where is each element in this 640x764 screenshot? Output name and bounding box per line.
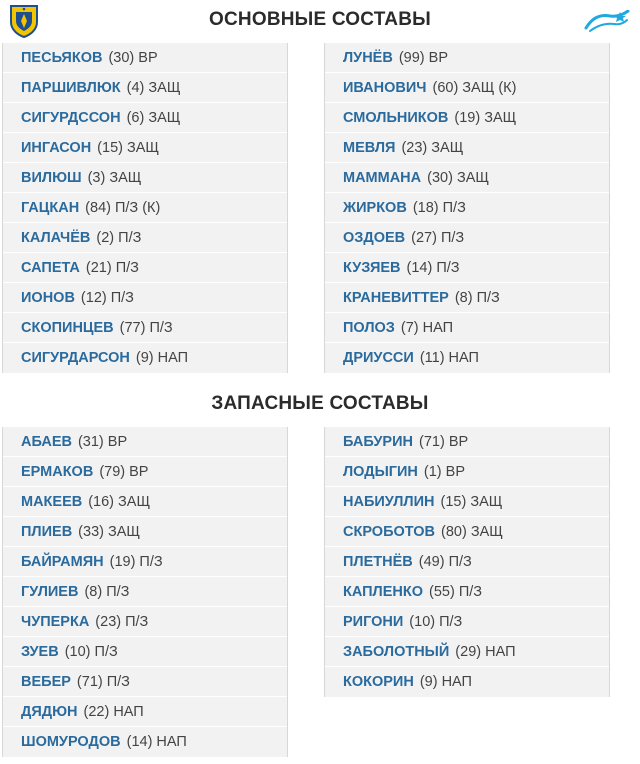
- player-info: (71) ВР: [419, 433, 469, 450]
- player-name[interactable]: ПАРШИВЛЮК: [21, 79, 121, 96]
- player-row: [325, 577, 609, 607]
- player-row: [325, 223, 609, 253]
- player-row: [3, 697, 287, 727]
- player-info: (16) ЗАЩ: [88, 493, 151, 510]
- player-row: [3, 427, 287, 457]
- player-info: (7) НАП: [400, 319, 454, 336]
- player-info: (1) ВР: [423, 463, 465, 480]
- player-row: [325, 607, 609, 637]
- player-info: (27) П/З: [411, 229, 465, 246]
- player-name[interactable]: НАБИУЛЛИН: [343, 493, 435, 510]
- player-info: (23) П/З: [95, 613, 149, 630]
- substitutes-header: [0, 384, 640, 424]
- player-name[interactable]: ГАЦКАН: [21, 199, 80, 216]
- player-name[interactable]: БАБУРИН: [343, 433, 413, 450]
- player-row: [3, 253, 287, 283]
- player-name[interactable]: ДРИУССИ: [343, 350, 414, 366]
- player-name[interactable]: ЛУНЁВ: [343, 49, 393, 66]
- player-info: (60) ЗАЩ (К): [432, 79, 517, 96]
- player-name[interactable]: ШОМУРОДОВ: [21, 734, 121, 750]
- player-name[interactable]: РИГОНИ: [343, 613, 404, 630]
- player-row: [3, 163, 287, 193]
- player-name[interactable]: АБАЕВ: [21, 433, 72, 450]
- player-info: (12) П/З: [80, 289, 134, 306]
- player-info: (9) НАП: [419, 674, 472, 690]
- player-row: [325, 163, 609, 193]
- player-info: (80) ЗАЩ: [441, 523, 503, 540]
- player-row: [3, 577, 287, 607]
- player-row: [3, 343, 287, 373]
- player-info: (49) П/З: [418, 553, 472, 570]
- away-substitutes-list: [324, 427, 610, 697]
- player-row: [325, 547, 609, 577]
- player-info: (71) П/З: [76, 673, 130, 690]
- player-name[interactable]: ИВАНОВИЧ: [343, 79, 427, 96]
- player-name[interactable]: ПЛИЕВ: [21, 523, 73, 540]
- player-info: (14) П/З: [406, 259, 460, 276]
- player-row: [3, 457, 287, 487]
- player-row: [3, 607, 287, 637]
- player-row: [3, 727, 287, 757]
- player-name[interactable]: ПЛЕТНЁВ: [343, 553, 413, 570]
- player-name[interactable]: ЖИРКОВ: [343, 199, 407, 216]
- player-name[interactable]: САПЕТА: [21, 259, 80, 276]
- player-info: (10) П/З: [64, 643, 118, 660]
- player-info: (6) ЗАЩ: [126, 109, 181, 126]
- player-name[interactable]: ОЗДОЕВ: [343, 229, 406, 246]
- player-info: (30) ВР: [108, 49, 158, 66]
- player-info: (8) П/З: [84, 583, 130, 600]
- player-info: (9) НАП: [135, 350, 189, 366]
- player-row: [325, 133, 609, 163]
- player-row: [325, 193, 609, 223]
- player-row: [325, 427, 609, 457]
- player-name[interactable]: ДЯДЮН: [21, 703, 78, 720]
- player-info: (15) ЗАЩ: [97, 139, 160, 156]
- player-row: [3, 283, 287, 313]
- player-row: [3, 487, 287, 517]
- player-name[interactable]: МАКЕЕВ: [21, 493, 83, 510]
- player-info: (99) ВР: [398, 49, 449, 66]
- zenit-logo-icon: [584, 10, 630, 34]
- player-name[interactable]: ИНГАСОН: [21, 139, 92, 156]
- player-row: [3, 193, 287, 223]
- player-name[interactable]: КУЗЯЕВ: [343, 259, 401, 276]
- player-name[interactable]: ЕРМАКОВ: [21, 463, 94, 480]
- player-name[interactable]: СМОЛЬНИКОВ: [343, 109, 449, 126]
- player-name[interactable]: ПЕСЬЯКОВ: [21, 49, 103, 66]
- player-name[interactable]: ПОЛОЗ: [343, 319, 395, 336]
- player-info: (8) П/З: [454, 289, 500, 306]
- player-info: (11) НАП: [419, 350, 479, 366]
- player-row: [325, 253, 609, 283]
- player-row: [3, 547, 287, 577]
- player-info: (21) П/З: [85, 259, 139, 276]
- player-name[interactable]: КАЛАЧЁВ: [21, 229, 91, 246]
- player-name[interactable]: ВИЛЮШ: [21, 169, 82, 186]
- player-info: (23) ЗАЩ: [401, 139, 464, 156]
- substitutes-title: ЗАПАСНЫЕ СОСТАВЫ: [211, 393, 429, 414]
- player-name[interactable]: ГУЛИЕВ: [21, 583, 79, 600]
- player-name[interactable]: БАЙРАМЯН: [21, 553, 104, 570]
- player-info: (14) НАП: [126, 734, 187, 750]
- player-info: (18) П/З: [412, 199, 466, 216]
- player-name[interactable]: ВЕБЕР: [21, 673, 71, 690]
- player-info: (84) П/З (К): [85, 199, 161, 216]
- player-info: (31) ВР: [77, 433, 128, 450]
- player-info: (22) НАП: [83, 703, 144, 720]
- player-name[interactable]: МЕВЛЯ: [343, 139, 396, 156]
- home-substitutes-list: [2, 427, 288, 757]
- player-name[interactable]: ЛОДЫГИН: [343, 463, 418, 480]
- player-row: [3, 517, 287, 547]
- player-name[interactable]: КОКОРИН: [343, 674, 414, 690]
- player-row: [3, 223, 287, 253]
- player-name[interactable]: МАММАНА: [343, 169, 422, 186]
- player-row: [325, 313, 609, 343]
- player-row: [325, 487, 609, 517]
- player-name[interactable]: СИГУРДССОН: [21, 109, 121, 126]
- player-info: (3) ЗАЩ: [87, 169, 142, 186]
- rostov-logo-icon: [8, 4, 40, 38]
- player-info: (55) П/З: [429, 583, 483, 600]
- player-name[interactable]: СИГУРДАРСОН: [21, 350, 130, 366]
- player-row: [325, 73, 609, 103]
- home-lineup-list: [2, 43, 288, 373]
- player-name[interactable]: ЗУЕВ: [21, 643, 59, 660]
- player-row: [325, 283, 609, 313]
- player-row: [325, 43, 609, 73]
- player-row: [325, 457, 609, 487]
- player-row: [3, 637, 287, 667]
- player-row: [325, 637, 609, 667]
- player-info: (29) НАП: [455, 643, 516, 660]
- player-row: [325, 103, 609, 133]
- player-name[interactable]: ИОНОВ: [21, 289, 75, 306]
- player-info: (19) ЗАЩ: [454, 109, 517, 126]
- player-row: [3, 73, 287, 103]
- away-lineup-list: [324, 43, 610, 373]
- player-row: [325, 667, 609, 697]
- player-row: [3, 133, 287, 163]
- player-name[interactable]: КРАНЕВИТТЕР: [343, 289, 449, 306]
- player-name[interactable]: СКОПИНЦЕВ: [21, 319, 114, 336]
- player-info: (33) ЗАЩ: [78, 523, 141, 540]
- player-name[interactable]: ЧУПЕРКА: [21, 613, 90, 630]
- lineups-title: ОСНОВНЫЕ СОСТАВЫ: [209, 9, 431, 30]
- player-info: (79) ВР: [99, 463, 149, 480]
- player-row: [325, 343, 609, 373]
- player-info: (77) П/З: [119, 319, 173, 336]
- player-info: (2) П/З: [96, 229, 142, 246]
- player-info: (4) ЗАЩ: [126, 79, 181, 96]
- player-info: (19) П/З: [109, 553, 163, 570]
- lineups-header: [0, 0, 640, 40]
- player-info: (10) П/З: [409, 613, 463, 630]
- player-info: (15) ЗАЩ: [440, 493, 503, 510]
- player-row: [325, 517, 609, 547]
- player-name[interactable]: ЗАБОЛОТНЫЙ: [343, 643, 450, 660]
- player-row: [3, 103, 287, 133]
- player-name[interactable]: КАПЛЕНКО: [343, 583, 423, 600]
- player-row: [3, 43, 287, 73]
- player-row: [3, 667, 287, 697]
- player-info: (30) ЗАЩ: [427, 169, 489, 186]
- player-name[interactable]: СКРОБОТОВ: [343, 523, 436, 540]
- player-row: [3, 313, 287, 343]
